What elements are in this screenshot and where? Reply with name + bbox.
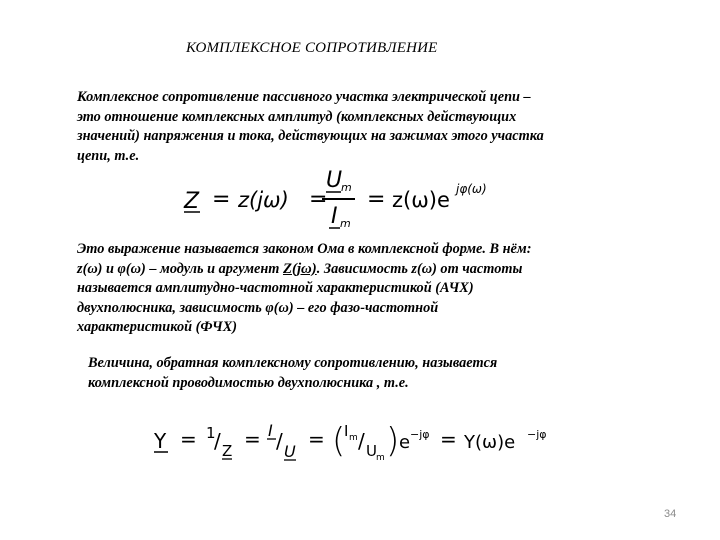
admittance-formula: [148, 408, 578, 470]
formula-equals: =: [440, 427, 457, 451]
ohm-law-paragraph: [77, 240, 531, 338]
formula-z: Z: [222, 442, 233, 460]
formula-impedance: z(jω): [238, 188, 289, 212]
formula-slash: /: [214, 429, 221, 453]
formula-equals: =: [308, 427, 325, 451]
formula-one: 1: [206, 424, 216, 442]
ohm-law-line: характеристикой (ФЧХ): [77, 319, 238, 335]
formula-equals: =: [244, 427, 261, 451]
impedance-formula: [180, 162, 520, 234]
formula-e: e: [399, 432, 411, 453]
admittance-line: Величина, обратная комплексному сопротивлению, называется: [88, 355, 498, 371]
admittance-paragraph: [88, 354, 497, 393]
formula-right-paren: ): [386, 421, 400, 461]
ohm-law-text: z(ω) и φ(ω) – модуль и аргумент: [77, 260, 283, 277]
formula-equals: =: [180, 427, 197, 451]
formula-y-omega: Y(ω)e: [464, 432, 516, 453]
definition-line: цепи, т.е.: [77, 147, 140, 164]
definition-line: это отношение комплексных амплитуд (комплексных действующих: [77, 108, 517, 125]
formula-lhs-y: Y: [154, 429, 167, 453]
ohm-law-text: . Зависимость z(ω) от частоты: [316, 260, 523, 277]
formula-im: I: [344, 422, 349, 440]
ohm-law-line: [77, 260, 531, 280]
ohm-law-line: называется амплитудно-частотной характеристикой (АЧХ): [77, 280, 474, 296]
ohm-law-symbol: Z(jω): [282, 260, 317, 277]
admittance-line: комплексной проводимостью двухполюсника , т.е.: [88, 374, 409, 391]
formula-um-sub: m: [376, 453, 385, 463]
definition-line: Комплексное сопротивление пассивного участка электрической цепи –: [77, 89, 531, 105]
formula-numerator: U: [326, 168, 343, 193]
definition-paragraph: [77, 88, 544, 166]
formula-exponent: jφ(ω): [456, 182, 487, 196]
formula-exp: −jφ: [527, 428, 547, 441]
page-number: 34: [664, 508, 677, 520]
ohm-law-line: Это выражение называется законом Ома в комплексной форме. В нём:: [77, 241, 532, 257]
formula-slash: /: [276, 429, 283, 453]
formula-denominator-sub: m: [340, 217, 351, 230]
ohm-law-line: двухполюсника, зависимость φ(ω) – его фазо-частотной: [77, 299, 439, 316]
formula-equals: =: [367, 187, 386, 212]
formula-equals: =: [212, 187, 231, 212]
slide-title: КОМПЛЕКСНОЕ СОПРОТИВЛЕНИЕ: [186, 40, 438, 56]
formula-equals: =: [309, 187, 328, 212]
formula-i: I: [268, 421, 273, 440]
formula-denominator: I: [331, 204, 338, 229]
formula-magnitude: z(ω)e: [392, 188, 450, 212]
formula-im-sub: m: [349, 433, 358, 443]
formula-slash: /: [358, 429, 365, 453]
formula-um: U: [366, 442, 377, 460]
formula-numerator-sub: m: [341, 181, 352, 194]
formula-left-paren: (: [332, 421, 346, 461]
formula-u: U: [284, 442, 296, 461]
formula-exp: −jφ: [410, 428, 430, 441]
formula-lhs-z: Z: [184, 189, 200, 214]
definition-line: значений) напряжения и тока, действующих на зажимах этого участка: [77, 128, 544, 144]
